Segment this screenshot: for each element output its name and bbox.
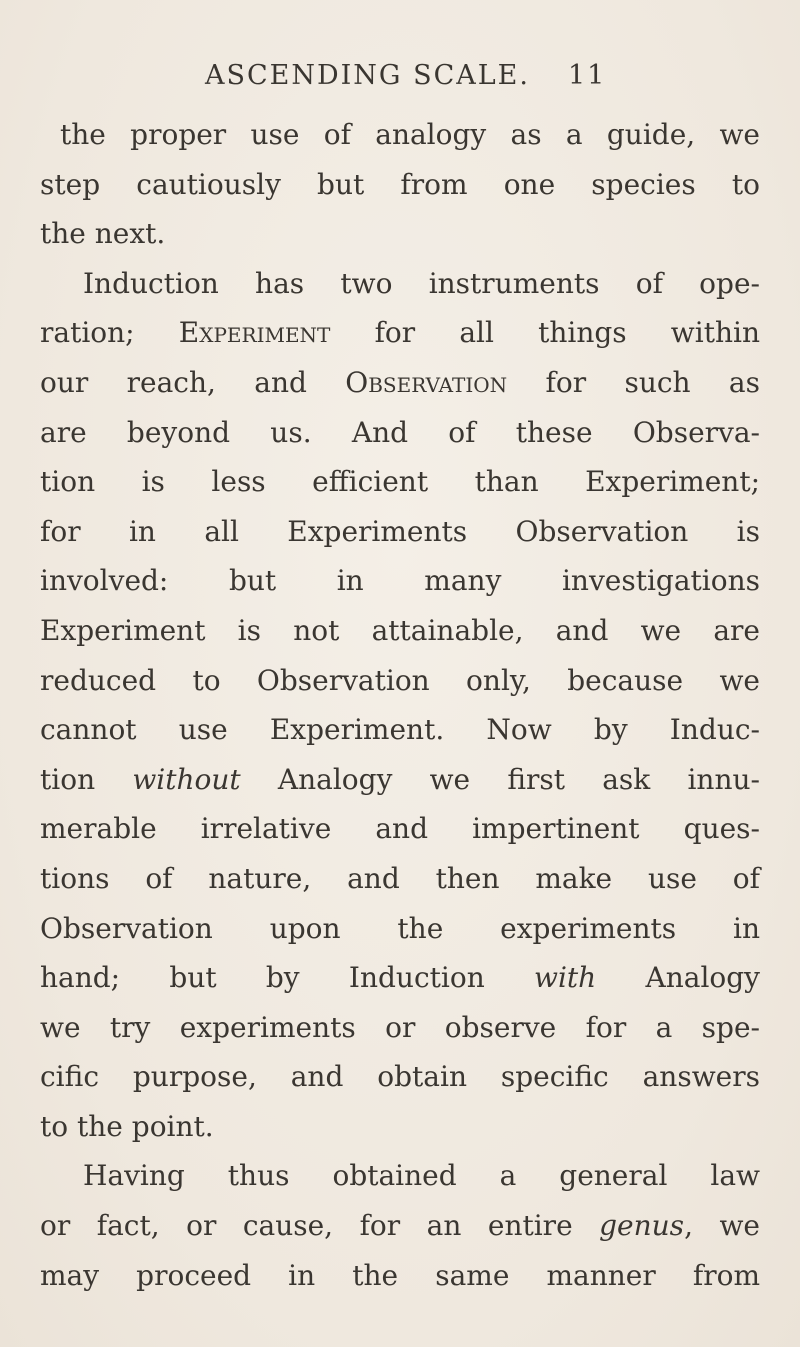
text-line: step cautiously but from one species to <box>40 167 760 201</box>
text-line: reduced to Observation only, because we <box>40 663 760 697</box>
text-line: involved: but in many investigations <box>40 564 760 598</box>
running-header <box>205 56 625 96</box>
text-line: for in all Experiments Observation is <box>40 514 760 548</box>
text-line: the proper use of analogy as a guide, we <box>60 118 760 151</box>
small-caps-term: Observation <box>345 365 508 399</box>
italic-term: without <box>132 762 241 796</box>
text-line: tion without Analogy we first ask innu- <box>40 762 760 796</box>
text-line: the next. <box>40 217 166 251</box>
text-line: our reach, and Observation for such as <box>40 365 760 399</box>
paragraph-start-line: Having thus obtained a general law <box>83 1159 760 1193</box>
text-line: tions of nature, and then make use of <box>40 861 760 895</box>
small-caps-term: Experiment <box>178 316 331 350</box>
page-number: 11 <box>568 60 607 91</box>
running-title: ASCENDING SCALE. <box>205 60 530 91</box>
text-line: cannot use Experiment. Now by Induc- <box>40 713 760 747</box>
text-line: Experiment is not attainable, and we are <box>40 613 760 647</box>
italic-term: with <box>534 961 597 995</box>
text-line: may proceed in the same manner from <box>40 1258 760 1292</box>
text-line: ration; Experiment for all things within <box>40 316 761 350</box>
text-line: Observation upon the experiments in <box>40 911 760 945</box>
text-line: we try experiments or observe for a spe- <box>40 1010 760 1044</box>
text-line: to the point. <box>40 1109 214 1143</box>
text-line: merable irrelative and impertinent ques- <box>40 812 760 846</box>
text-line: cific purpose, and obtain specific answers <box>40 1060 760 1094</box>
text-line: are beyond us. And of these Observa- <box>40 415 760 449</box>
body-text <box>40 110 760 1300</box>
text-line: hand; but by Induction with Analogy <box>40 961 760 995</box>
paragraph-start-line: Induction has two instruments of ope- <box>83 266 760 300</box>
italic-term: genus <box>599 1209 685 1243</box>
text-line: tion is less efficient than Experiment; <box>40 465 760 499</box>
text-line: or fact, or cause, for an entire genus, we <box>40 1209 760 1243</box>
